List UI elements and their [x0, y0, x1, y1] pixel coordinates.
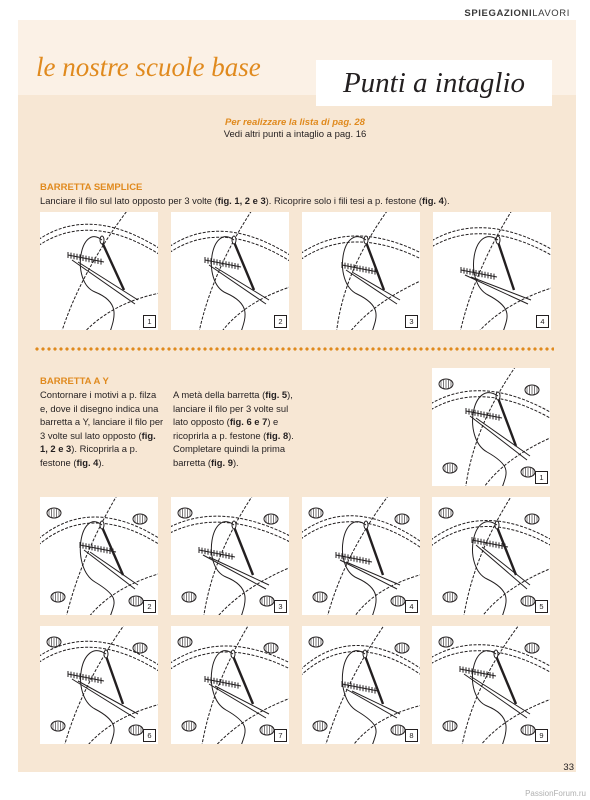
figure-y-8: [302, 626, 420, 744]
figure-number: 7: [274, 729, 287, 742]
embroidery-illustration: [40, 212, 158, 330]
intro-reference: Per realizzare la lista di pag. 28: [225, 117, 365, 128]
embroidery-illustration: [302, 626, 420, 744]
figure-y-2: [40, 497, 158, 615]
embroidery-illustration: [171, 497, 289, 615]
header-label: SPIEGAZIONILAVORI: [464, 8, 570, 19]
figure-y-5: [432, 497, 550, 615]
text-barretta-y-col1: Contornare i motivi a p. filza e, dove il disegno indica una barretta a Y, lanciare il filo per 3 volte sul lato opposto (fig. 1, 2 e 3). Ricoprirla a p. festone (fig. 4).: [40, 389, 164, 468]
figure-y-7: [171, 626, 289, 744]
figure-number: 3: [405, 315, 418, 328]
figure-number: 9: [535, 729, 548, 742]
embroidery-illustration: [40, 497, 158, 615]
section-title: le nostre scuole base: [36, 52, 261, 82]
figure-number: 5: [535, 600, 548, 613]
embroidery-illustration: [433, 212, 551, 330]
figure-semplice-3: [302, 212, 420, 330]
watermark-credit: PassionForum.ru: [525, 789, 586, 798]
dotted-divider: [34, 347, 554, 351]
figure-y-6: [40, 626, 158, 744]
text-barretta-semplice: Lanciare il filo sul lato opposto per 3 volte (fig. 1, 2 e 3). Ricoprire solo i fili tesi a p. festone (fig. 4).: [40, 195, 450, 206]
embroidery-illustration: [302, 497, 420, 615]
heading-barretta-y: BARRETTA A Y: [40, 376, 109, 387]
figure-semplice-2: [171, 212, 289, 330]
figure-number: 1: [143, 315, 156, 328]
figure-number: 6: [143, 729, 156, 742]
figure-semplice-1: [40, 212, 158, 330]
figure-number: 4: [536, 315, 549, 328]
figure-y-1: [432, 368, 550, 486]
figure-number: 3: [274, 600, 287, 613]
embroidery-illustration: [302, 212, 420, 330]
figure-number: 1: [535, 471, 548, 484]
figure-semplice-4: [433, 212, 551, 330]
page-title: Punti a intaglio: [342, 67, 526, 99]
figure-number: 2: [274, 315, 287, 328]
figure-number: 8: [405, 729, 418, 742]
text-barretta-y-col2: A metà della barretta (fig. 5), lanciare il filo per 3 volte sul lato opposto (fig. 6 e 7) e ricoprirla a p. festone (fig. 8). Completare quindi la prima barretta (fig. 9).: [173, 389, 294, 468]
figure-y-3: [171, 497, 289, 615]
embroidery-illustration: [171, 626, 289, 744]
figure-number: 2: [143, 600, 156, 613]
figure-y-4: [302, 497, 420, 615]
embroidery-illustration: [171, 212, 289, 330]
embroidery-illustration: [432, 626, 550, 744]
intro-see-also: Vedi altri punti a intaglio a pag. 16: [223, 129, 367, 140]
title-box: [316, 60, 552, 106]
embroidery-illustration: [40, 626, 158, 744]
embroidery-illustration: [432, 368, 550, 486]
heading-barretta-semplice: BARRETTA SEMPLICE: [40, 182, 143, 193]
embroidery-illustration: [432, 497, 550, 615]
page-number: 33: [563, 762, 574, 773]
figure-number: 4: [405, 600, 418, 613]
figure-y-9: [432, 626, 550, 744]
